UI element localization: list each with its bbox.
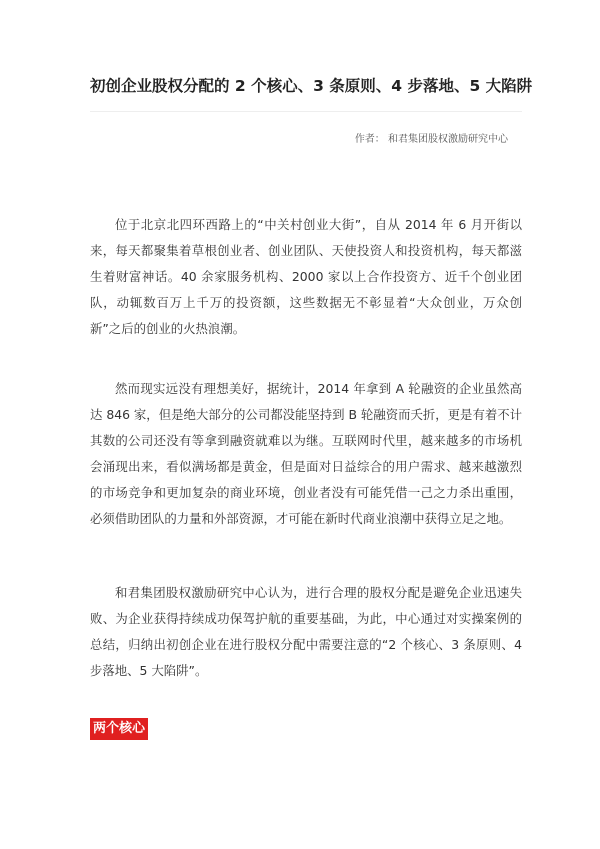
section-heading-badge: 两个核心 xyxy=(90,718,148,740)
article-author: 作者： 和君集团股权激励研究中心 xyxy=(354,134,508,145)
article-title: 初创企业股权分配的 2 个核心、3 条原则、4 步落地、5 大陷阱 xyxy=(90,77,533,95)
paragraph-3: 和君集团股权激励研究中心认为，进行合理的股权分配是避免企业迅速失败、为企业获得持续成功保驾护航的重要基础，为此，中心通过对实操案例的总结，归纳出初创企业在进行股权分配中需要注意的“2 个核心、3 条原则、4 步落地、5 大陷阱”。 xyxy=(90,585,522,678)
paragraph-2: 然而现实远没有理想美好，据统计，2014 年拿到 A 轮融资的企业虽然高达 846 家，但是绝大部分的公司都没能坚持到 B 轮融资而夭折，更是有着不计其数的公司还没有等拿到融资就难以为继。互联网时代里，越来越多的市场机会涌现出来，看似满场都是黄金，但是面对日益综合的用户需求、越来越激烈的市场竞争和更加复杂的商业环境，创业者没有可能凭借一己之力杀出重围，必须借助团队的力量和外部资源，才可能在新时代商业浪潮中获得立足之地。 xyxy=(90,381,523,526)
paragraph-1: 位于北京北四环西路上的“中关村创业大街”，自从 2014 年 6 月开街以来，每天都聚集着草根创业者、创业团队、天使投资人和投资机构，每天都滋生着财富神话。40 余家服务机构、2000 家以上合作投资方、近千个创业团队，动辄数百万上千万的投资额，这些数据无不彰显着“大众创业，万众创新”之后的创业的火热浪潮。 xyxy=(90,217,522,336)
title-divider xyxy=(90,111,522,112)
